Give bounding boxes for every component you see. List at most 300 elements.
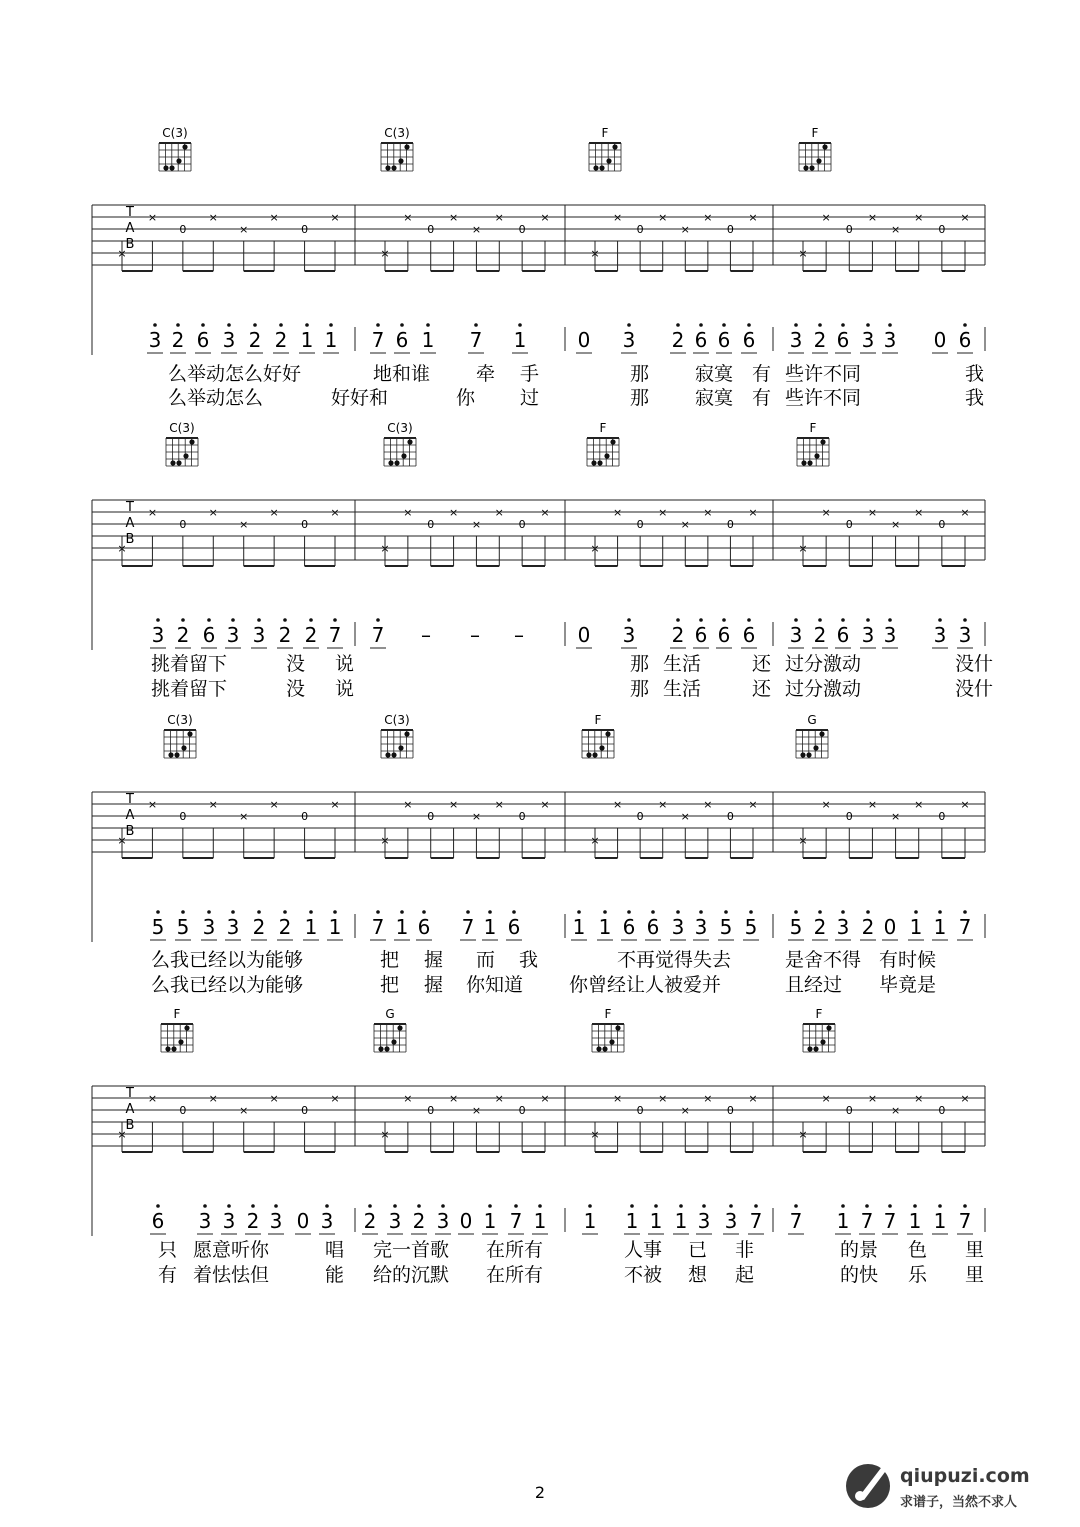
lyric-line-2: 过分激动 [785, 678, 862, 700]
chord-name: F [811, 126, 819, 140]
octave-dot [227, 323, 231, 327]
octave-dot [888, 323, 892, 327]
octave-dot [866, 618, 870, 622]
chord-name: C(3) [169, 421, 195, 435]
octave-dot [913, 1204, 917, 1208]
lyric-line-2: 有 [752, 387, 772, 409]
octave-dot [841, 323, 845, 327]
finger-dot [809, 165, 814, 170]
tab-note-mark: × [330, 211, 340, 224]
jianpu-note: 3 [861, 328, 875, 352]
tab-note-mark: × [890, 223, 901, 236]
tab-note-mark: × [867, 1092, 878, 1105]
jianpu-note: 3 [694, 915, 708, 939]
tab-note-mark: × [590, 542, 600, 555]
tab-note-mark: × [269, 506, 279, 519]
tab-clef-letter: T [126, 205, 134, 220]
chord-diagram [799, 126, 831, 171]
finger-dot [822, 144, 827, 149]
octave-dot [722, 618, 726, 622]
jianpu-note: 5 [176, 915, 190, 939]
tab-note-mark: 0 [427, 810, 435, 823]
finger-dot [170, 460, 175, 465]
octave-dot [651, 910, 655, 914]
octave-dot [305, 323, 309, 327]
octave-dot [963, 323, 967, 327]
jianpu-note: 6 [151, 1209, 165, 1233]
tab-note-mark: × [798, 1128, 808, 1141]
octave-dot [627, 910, 631, 914]
finger-dot [606, 158, 611, 163]
octave-dot [207, 618, 211, 622]
finger-dot [813, 1046, 818, 1051]
jianpu-note: 1 [625, 1209, 639, 1233]
jianpu-note: 7 [461, 915, 475, 939]
octave-dot [841, 910, 845, 914]
finger-dot [184, 1025, 189, 1030]
tab-clef-letter: B [125, 1118, 135, 1133]
tab-note-mark: × [239, 518, 249, 531]
octave-dot [512, 910, 516, 914]
tab-note-mark: × [821, 798, 831, 811]
jianpu-note: 2 [813, 623, 827, 647]
lyric-line-1: 愿意听你 [193, 1239, 270, 1261]
tab-note-mark: 0 [938, 518, 946, 531]
finger-dot [814, 453, 819, 458]
lyric-line-1: 里 [965, 1239, 985, 1261]
chord-diagram [587, 421, 619, 466]
octave-dot [368, 1204, 372, 1208]
tab-note-mark: × [208, 1092, 218, 1105]
tab-note-mark: 0 [179, 1104, 187, 1117]
jianpu-note: 3 [222, 1209, 236, 1233]
finger-dot [813, 745, 818, 750]
lyric-line-1: 么我已经以为能够 [151, 949, 304, 971]
tab-note-mark: 0 [427, 223, 435, 236]
jianpu-note: 3 [883, 623, 897, 647]
jianpu-note: 1 [395, 915, 409, 939]
chord-name: F [594, 713, 602, 727]
tab-note-mark: × [798, 247, 808, 260]
octave-dot [630, 1204, 634, 1208]
jianpu-note: 1 [836, 1209, 850, 1233]
octave-dot [794, 618, 798, 622]
lyric-line-2: 且经过 [785, 974, 843, 996]
jianpu-note: 2 [248, 328, 262, 352]
lyric-line-1: 挑着留下 [151, 653, 228, 675]
lyric-line-1: 那 [630, 363, 650, 385]
lyric-line-1: 是舍不得 [785, 949, 862, 971]
octave-dot [426, 323, 430, 327]
octave-dot [400, 910, 404, 914]
jianpu-note: 1 [572, 915, 586, 939]
tab-note-mark: 0 [518, 518, 526, 531]
octave-dot [514, 1204, 518, 1208]
finger-dot [183, 453, 188, 458]
finger-dot [388, 460, 393, 465]
jianpu-note: 3 [622, 623, 636, 647]
tab-note-mark: 0 [726, 518, 734, 531]
octave-dot [257, 910, 261, 914]
lyric-line-2: 想 [688, 1264, 708, 1286]
tab-note-mark: × [471, 1104, 482, 1117]
lyric-line-1: 地和谁 [373, 363, 431, 385]
octave-dot [156, 1204, 160, 1208]
octave-dot [231, 910, 235, 914]
lyric-line-2: 我 [965, 387, 985, 409]
jianpu-note: 5 [789, 915, 803, 939]
lyric-line-1: 些许不同 [785, 363, 862, 385]
finger-dot [407, 439, 412, 444]
jianpu-note: 2 [363, 1209, 377, 1233]
finger-dot [615, 1025, 620, 1030]
lyric-line-2: 还 [752, 678, 772, 700]
octave-dot [724, 910, 728, 914]
octave-dot [699, 323, 703, 327]
octave-dot [181, 910, 185, 914]
octave-dot [376, 618, 380, 622]
octave-dot [207, 910, 211, 914]
watermark-slogan: 求谱子，当然不求人 [900, 1495, 1018, 1510]
tab-note-mark: × [147, 798, 158, 811]
chord-diagram [384, 421, 416, 466]
finger-dot [168, 752, 173, 757]
octave-dot [466, 910, 470, 914]
octave-dot [841, 618, 845, 622]
jianpu-note: 2 [252, 915, 266, 939]
tab-note-mark: × [494, 798, 504, 811]
jianpu-note: 7 [371, 915, 385, 939]
jianpu-note: – [421, 623, 431, 647]
lyric-line-1: 已 [688, 1239, 708, 1261]
jianpu-note: 2 [278, 623, 292, 647]
music-system [92, 713, 985, 996]
lyric-line-2: 生活 [663, 678, 702, 700]
octave-dot [963, 1204, 967, 1208]
tab-note-mark: 0 [518, 223, 526, 236]
jianpu-note: 7 [749, 1209, 763, 1233]
finger-dot [169, 165, 174, 170]
tab-note-mark: × [403, 506, 413, 519]
jianpu-note: 0 [577, 328, 591, 352]
tab-note-mark: × [914, 1092, 924, 1105]
jianpu-note: 2 [671, 623, 685, 647]
octave-dot [538, 1204, 542, 1208]
tab-note-mark: 0 [845, 810, 853, 823]
tab-note-mark: 0 [518, 810, 526, 823]
lyric-line-2: 着怯怯但 [193, 1264, 270, 1286]
tab-note-mark: × [330, 798, 340, 811]
octave-dot [156, 910, 160, 914]
lyric-line-1: 还 [752, 653, 772, 675]
jianpu-note: 3 [836, 915, 850, 939]
octave-dot [257, 618, 261, 622]
octave-dot [654, 1204, 658, 1208]
tab-note-mark: × [890, 810, 901, 823]
tab-note-mark: × [448, 211, 459, 224]
lyric-line-1: 在所有 [486, 1239, 544, 1261]
tab-note-mark: × [239, 810, 249, 823]
lyric-line-1: 没什 [955, 653, 994, 675]
jianpu-note: 6 [417, 915, 431, 939]
octave-dot [676, 618, 680, 622]
jianpu-note: 1 [483, 915, 497, 939]
tab-note-mark: × [147, 1092, 158, 1105]
tab-note-mark: × [269, 1092, 279, 1105]
tab-note-mark: × [658, 1092, 668, 1105]
finger-dot [801, 460, 806, 465]
tab-note-mark: 0 [518, 1104, 526, 1117]
tab-note-mark: 0 [726, 223, 734, 236]
tab-clef-letter: A [125, 1102, 135, 1117]
jianpu-note: 2 [412, 1209, 426, 1233]
finger-dot [597, 460, 602, 465]
finger-dot [378, 1046, 383, 1051]
tab-note-mark: × [403, 211, 413, 224]
finger-dot [609, 1039, 614, 1044]
jianpu-note: 3 [226, 623, 240, 647]
tab-note-mark: × [471, 223, 482, 236]
jianpu-note: 6 [958, 328, 972, 352]
jianpu-note: 6 [202, 623, 216, 647]
jianpu-note: 7 [958, 1209, 972, 1233]
jianpu-note: 0 [933, 328, 947, 352]
chord-diagram [592, 1007, 624, 1052]
lyric-line-2: 寂寞 [695, 387, 734, 409]
tab-note-mark: × [380, 542, 390, 555]
lyric-line-1: 有 [752, 363, 772, 385]
octave-dot [627, 618, 631, 622]
lyric-line-2: 的快 [840, 1264, 879, 1286]
finger-dot [384, 1046, 389, 1051]
jianpu-note: 7 [469, 328, 483, 352]
lyric-line-2: 给的沉默 [373, 1264, 450, 1286]
lyric-line-1: 牵 [476, 363, 496, 385]
octave-dot [176, 323, 180, 327]
lyric-line-2: 些许不同 [785, 387, 862, 409]
tab-note-mark: × [448, 1092, 459, 1105]
tab-note-mark: × [380, 247, 390, 260]
octave-dot [702, 1204, 706, 1208]
tab-note-mark: × [494, 506, 504, 519]
finger-dot [394, 460, 399, 465]
octave-dot [201, 323, 205, 327]
lyric-line-1: 我 [519, 949, 539, 971]
finger-dot [398, 745, 403, 750]
lyric-line-1: 有时候 [879, 949, 937, 971]
jianpu-note: 5 [719, 915, 733, 939]
tab-note-mark: 0 [636, 223, 644, 236]
octave-dot [309, 618, 313, 622]
octave-dot [865, 1204, 869, 1208]
jianpu-note: 6 [836, 623, 850, 647]
octave-dot [676, 910, 680, 914]
tab-note-mark: × [821, 211, 831, 224]
lyric-line-2: 不被 [624, 1264, 663, 1286]
finger-dot [820, 439, 825, 444]
lyric-line-1: 那 [630, 653, 650, 675]
jianpu-note: 6 [507, 915, 521, 939]
jianpu-note: – [514, 623, 524, 647]
octave-dot [441, 1204, 445, 1208]
chord-name: C(3) [387, 421, 413, 435]
finger-dot [165, 1046, 170, 1051]
tab-note-mark: 0 [845, 1104, 853, 1117]
finger-dot [807, 1046, 812, 1051]
octave-dot [818, 910, 822, 914]
chord-name: C(3) [167, 713, 193, 727]
chord-diagram [797, 421, 829, 466]
finger-dot [604, 453, 609, 458]
tab-note-mark: × [658, 211, 668, 224]
jianpu-note: 1 [933, 1209, 947, 1233]
octave-dot [488, 1204, 492, 1208]
jianpu-note: 6 [395, 328, 409, 352]
finger-dot [586, 752, 591, 757]
octave-dot [329, 323, 333, 327]
lyric-line-1: 没 [286, 653, 306, 675]
tab-note-mark: × [703, 506, 713, 519]
lyric-line-1: 不再觉得失去 [617, 949, 732, 971]
tab-note-mark: × [867, 211, 878, 224]
octave-dot [818, 323, 822, 327]
finger-dot [806, 752, 811, 757]
lyric-line-1: 唱 [325, 1239, 345, 1261]
lyric-line-2: 把 [380, 974, 400, 996]
music-system [92, 126, 985, 409]
finger-dot [178, 1039, 183, 1044]
jianpu-note: 7 [509, 1209, 523, 1233]
watermark-domain: qiupuzi.com [900, 1465, 1030, 1487]
tab-note-mark: × [448, 506, 459, 519]
chord-name: F [601, 126, 609, 140]
finger-dot [187, 731, 192, 736]
octave-dot [747, 618, 751, 622]
chord-name: F [173, 1007, 181, 1021]
tab-note-mark: × [540, 506, 550, 519]
jianpu-note: 6 [196, 328, 210, 352]
jianpu-note: 2 [304, 623, 318, 647]
lyric-line-2: 没什 [955, 678, 994, 700]
finger-dot [391, 1039, 396, 1044]
lyric-line-2: 说 [335, 678, 355, 700]
tab-note-mark: × [798, 834, 808, 847]
tab-note-mark: × [208, 506, 218, 519]
tab-note-mark: × [680, 810, 690, 823]
lyric-line-2: 你知道 [466, 974, 524, 996]
tab-note-mark: × [448, 798, 459, 811]
octave-dot [279, 323, 283, 327]
octave-dot [747, 323, 751, 327]
tab-note-mark: × [914, 798, 924, 811]
chord-name: G [385, 1007, 395, 1021]
lyric-line-1: 我 [965, 363, 985, 385]
octave-dot [888, 618, 892, 622]
jianpu-note: 3 [933, 623, 947, 647]
finger-dot [385, 752, 390, 757]
jianpu-note: 3 [198, 1209, 212, 1233]
tab-note-mark: 0 [301, 518, 309, 531]
lyric-line-1: 说 [335, 653, 355, 675]
tab-note-mark: 0 [845, 518, 853, 531]
lyric-line-1: 只 [158, 1239, 178, 1261]
tab-note-mark: × [748, 1092, 758, 1105]
octave-dot [283, 910, 287, 914]
tab-note-mark: 0 [938, 223, 946, 236]
octave-dot [333, 910, 337, 914]
jianpu-note: 1 [513, 328, 527, 352]
jianpu-note: 3 [226, 915, 240, 939]
chord-name: F [815, 1007, 823, 1021]
tab-note-mark: × [147, 211, 158, 224]
finger-dot [605, 731, 610, 736]
tab-note-mark: 0 [301, 1104, 309, 1117]
tab-note-mark: × [890, 518, 901, 531]
chord-name: C(3) [384, 126, 410, 140]
jianpu-note: 7 [958, 915, 972, 939]
jianpu-note: 3 [202, 915, 216, 939]
octave-dot [333, 618, 337, 622]
jianpu-note: 3 [789, 623, 803, 647]
tab-note-mark: × [239, 223, 249, 236]
jianpu-note: 3 [671, 915, 685, 939]
tab-note-mark: × [703, 211, 713, 224]
tab-note-mark: 0 [179, 518, 187, 531]
lyric-line-2: 么我已经以为能够 [151, 974, 304, 996]
tab-note-mark: × [494, 1092, 504, 1105]
tab-note-mark: × [494, 211, 504, 224]
tab-clef-letter: A [125, 808, 135, 823]
jianpu-note: 2 [671, 328, 685, 352]
lyric-line-2: 你曾经让人被爱并 [569, 974, 722, 996]
tab-note-mark: × [890, 1104, 901, 1117]
tab-note-mark: × [748, 211, 758, 224]
chord-diagram [159, 126, 191, 171]
finger-dot [599, 165, 604, 170]
chord-diagram [166, 421, 198, 466]
jianpu-note: 5 [744, 915, 758, 939]
tab-note-mark: × [117, 1128, 127, 1141]
jianpu-note: 6 [742, 623, 756, 647]
tab-note-mark: × [612, 211, 623, 224]
lyric-line-1: 非 [735, 1239, 755, 1261]
jianpu-note: 2 [861, 915, 875, 939]
octave-dot [794, 1204, 798, 1208]
jianpu-note: 3 [861, 623, 875, 647]
jianpu-note: 1 [483, 1209, 497, 1233]
tab-note-mark: 0 [636, 518, 644, 531]
jianpu-note: 6 [742, 328, 756, 352]
chord-diagram [803, 1007, 835, 1052]
finger-dot [593, 165, 598, 170]
jianpu-note: 1 [304, 915, 318, 939]
finger-dot [816, 158, 821, 163]
finger-dot [591, 460, 596, 465]
octave-dot [518, 323, 522, 327]
tab-note-mark: × [748, 798, 758, 811]
octave-dot [283, 618, 287, 622]
tab-note-mark: × [117, 247, 127, 260]
finger-dot [602, 1046, 607, 1051]
octave-dot [888, 1204, 892, 1208]
finger-dot [176, 460, 181, 465]
tab-note-mark: × [403, 798, 413, 811]
finger-dot [819, 731, 824, 736]
tab-note-mark: × [590, 1128, 600, 1141]
octave-dot [722, 323, 726, 327]
octave-dot [156, 618, 160, 622]
finger-dot [404, 144, 409, 149]
